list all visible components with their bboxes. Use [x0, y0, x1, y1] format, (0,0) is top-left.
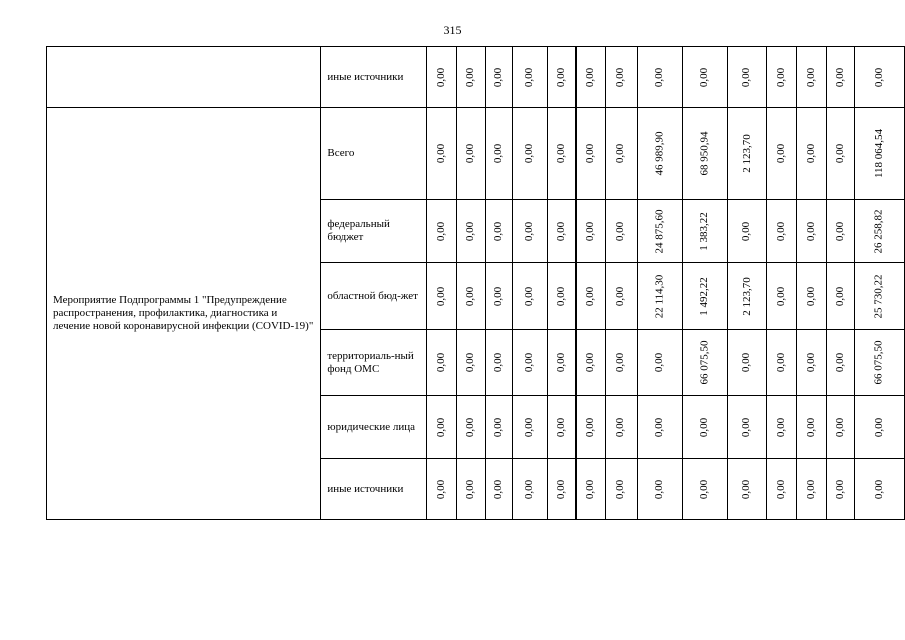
value-cell	[797, 263, 826, 330]
value-text: 0,00	[740, 352, 753, 373]
value-cell	[547, 459, 575, 520]
value-cell	[767, 459, 797, 520]
value-text: 0,00	[554, 417, 567, 437]
value-text: 0,00	[584, 352, 597, 373]
value-cell	[854, 47, 904, 108]
value-text: 22 114,30	[653, 274, 666, 318]
value-text: 0,00	[833, 67, 846, 87]
value-text: 0,00	[584, 221, 597, 241]
value-cell	[485, 459, 512, 520]
value-cell	[513, 200, 548, 263]
value-cell	[547, 47, 575, 108]
value-text: 0,00	[523, 221, 536, 241]
activity-name: Мероприятие Подпрограммы 1 "Предупреждение распространения, профилактика, диагностика и лечение новой коронавирусной инфекции (COVID-19)"	[47, 108, 321, 520]
value-cell	[797, 459, 826, 520]
value-cell	[826, 108, 854, 200]
value-cell	[485, 396, 512, 459]
activity-cell-empty	[47, 47, 321, 108]
value-cell	[605, 47, 637, 108]
value-cell	[797, 200, 826, 263]
value-text: 0,00	[804, 221, 817, 241]
value-text: 0,00	[523, 479, 536, 499]
value-cell	[637, 330, 682, 396]
value-cell	[767, 200, 797, 263]
value-cell	[457, 396, 485, 459]
value-cell	[513, 396, 548, 459]
value-cell	[457, 200, 485, 263]
value-text: 26 258,82	[872, 209, 885, 253]
value-text: 46 989,90	[653, 131, 666, 176]
value-cell	[485, 330, 512, 396]
value-cell	[797, 396, 826, 459]
value-cell	[767, 330, 797, 396]
value-text: 0,00	[614, 479, 627, 499]
value-cell	[513, 108, 548, 200]
value-cell	[727, 200, 767, 263]
value-text: 0,00	[492, 67, 505, 87]
value-cell	[605, 330, 637, 396]
value-text: 0,00	[653, 479, 666, 499]
value-cell	[797, 330, 826, 396]
value-cell	[727, 396, 767, 459]
value-text: 0,00	[872, 479, 885, 499]
value-cell	[637, 263, 682, 330]
value-text: 0,00	[804, 417, 817, 437]
value-cell	[727, 108, 767, 200]
value-text: 0,00	[775, 67, 788, 87]
value-cell	[576, 263, 605, 330]
value-cell	[485, 263, 512, 330]
value-text: 0,00	[492, 417, 505, 437]
funding-source: территориаль-ный фонд ОМС	[321, 330, 427, 396]
value-text: 0,00	[584, 67, 597, 87]
value-cell	[854, 330, 904, 396]
value-text: 0,00	[492, 143, 505, 164]
value-text: 0,00	[804, 286, 817, 306]
value-cell	[727, 47, 767, 108]
value-text: 0,00	[554, 67, 567, 87]
value-cell	[727, 263, 767, 330]
value-cell	[576, 396, 605, 459]
value-cell	[427, 263, 457, 330]
value-cell	[826, 459, 854, 520]
value-cell	[797, 108, 826, 200]
value-cell	[605, 459, 637, 520]
value-text: 0,00	[833, 479, 846, 499]
funding-source: областной бюд-жет	[321, 263, 427, 330]
value-cell	[547, 200, 575, 263]
value-text: 0,00	[435, 352, 448, 373]
value-text: 118 064,54	[872, 128, 885, 179]
value-text: 0,00	[833, 352, 846, 373]
value-cell	[682, 330, 727, 396]
value-text: 0,00	[804, 479, 817, 499]
value-cell	[576, 200, 605, 263]
table-row	[47, 108, 905, 200]
value-text: 0,00	[804, 352, 817, 373]
value-text: 0,00	[775, 352, 788, 373]
value-text: 2 123,70	[740, 134, 753, 173]
value-cell	[727, 459, 767, 520]
funding-source: юридические лица	[321, 396, 427, 459]
value-text: 0,00	[833, 143, 846, 164]
value-text: 0,00	[492, 286, 505, 306]
value-cell	[547, 396, 575, 459]
value-cell	[682, 459, 727, 520]
value-cell	[767, 396, 797, 459]
value-cell	[727, 330, 767, 396]
table-row	[47, 47, 905, 108]
value-cell	[854, 200, 904, 263]
value-text: 0,00	[554, 352, 567, 373]
value-cell	[826, 200, 854, 263]
value-text: 1 492,22	[698, 276, 711, 316]
value-cell	[854, 396, 904, 459]
value-text: 0,00	[435, 221, 448, 241]
value-text: 0,00	[614, 417, 627, 437]
funding-source: иные источники	[321, 459, 427, 520]
value-text: 0,00	[464, 352, 477, 373]
value-cell	[767, 263, 797, 330]
value-text: 0,00	[775, 221, 788, 241]
value-cell	[513, 330, 548, 396]
value-cell	[457, 47, 485, 108]
value-cell	[605, 108, 637, 200]
value-text: 0,00	[833, 286, 846, 306]
value-cell	[682, 47, 727, 108]
value-cell	[576, 108, 605, 200]
value-text: 0,00	[523, 352, 536, 373]
value-cell	[485, 47, 512, 108]
value-text: 0,00	[804, 67, 817, 87]
value-text: 0,00	[653, 67, 666, 87]
value-text: 0,00	[614, 286, 627, 306]
value-text: 0,00	[554, 479, 567, 499]
value-cell	[576, 47, 605, 108]
value-text: 0,00	[614, 143, 627, 164]
value-text: 25 730,22	[872, 274, 885, 318]
value-cell	[682, 396, 727, 459]
value-text: 0,00	[435, 67, 448, 87]
value-text: 0,00	[653, 417, 666, 437]
value-text: 0,00	[740, 67, 753, 87]
value-cell	[682, 263, 727, 330]
value-text: 0,00	[698, 417, 711, 437]
value-cell	[576, 459, 605, 520]
value-text: 0,00	[584, 286, 597, 306]
funding-source: иные источники	[321, 47, 427, 108]
value-cell	[427, 108, 457, 200]
value-cell	[826, 47, 854, 108]
value-cell	[427, 396, 457, 459]
value-cell	[637, 459, 682, 520]
value-cell	[767, 47, 797, 108]
value-text: 0,00	[554, 143, 567, 164]
value-cell	[427, 459, 457, 520]
value-text: 0,00	[740, 417, 753, 437]
value-text: 0,00	[464, 67, 477, 87]
value-text: 0,00	[614, 352, 627, 373]
value-cell	[457, 459, 485, 520]
value-cell	[637, 108, 682, 200]
value-text: 0,00	[492, 221, 505, 241]
value-cell	[485, 200, 512, 263]
value-text: 0,00	[492, 479, 505, 499]
value-text: 0,00	[740, 479, 753, 499]
value-cell	[605, 396, 637, 459]
value-text: 0,00	[740, 221, 753, 241]
value-text: 1 383,22	[698, 211, 711, 251]
value-cell	[682, 108, 727, 200]
value-text: 0,00	[775, 286, 788, 306]
value-text: 0,00	[492, 352, 505, 373]
funding-source: федеральный бюджет	[321, 200, 427, 263]
value-cell	[457, 263, 485, 330]
funding-source: Всего	[321, 108, 427, 200]
value-cell	[826, 263, 854, 330]
value-text: 0,00	[435, 143, 448, 164]
value-text: 0,00	[554, 286, 567, 306]
value-text: 0,00	[833, 221, 846, 241]
value-text: 0,00	[698, 479, 711, 499]
table-body	[47, 47, 905, 520]
value-text: 0,00	[584, 417, 597, 437]
value-text: 0,00	[523, 417, 536, 437]
value-cell	[547, 263, 575, 330]
value-text: 68 950,94	[698, 131, 711, 176]
value-cell	[547, 108, 575, 200]
value-cell	[637, 200, 682, 263]
value-text: 66 075,50	[698, 340, 711, 385]
value-text: 0,00	[804, 143, 817, 164]
value-text: 0,00	[775, 143, 788, 164]
value-text: 0,00	[833, 417, 846, 437]
value-text: 2 123,70	[740, 276, 753, 316]
value-text: 0,00	[464, 479, 477, 499]
value-cell	[637, 396, 682, 459]
value-text: 0,00	[464, 143, 477, 164]
value-text: 0,00	[435, 479, 448, 499]
value-text: 24 875,60	[653, 209, 666, 253]
value-text: 0,00	[584, 143, 597, 164]
value-cell	[605, 200, 637, 263]
value-text: 0,00	[584, 479, 597, 499]
value-cell	[513, 459, 548, 520]
value-text: 0,00	[698, 67, 711, 87]
value-text: 0,00	[872, 67, 885, 87]
value-text: 0,00	[554, 221, 567, 241]
value-cell	[854, 459, 904, 520]
value-text: 0,00	[464, 417, 477, 437]
value-text: 0,00	[523, 67, 536, 87]
value-text: 0,00	[464, 286, 477, 306]
value-text: 66 075,50	[872, 340, 885, 385]
value-cell	[826, 330, 854, 396]
value-cell	[682, 200, 727, 263]
value-text: 0,00	[653, 352, 666, 373]
value-cell	[854, 108, 904, 200]
value-cell	[513, 263, 548, 330]
value-text: 0,00	[775, 417, 788, 437]
value-cell	[854, 263, 904, 330]
value-cell	[427, 47, 457, 108]
value-cell	[797, 47, 826, 108]
value-cell	[427, 200, 457, 263]
value-text: 0,00	[872, 417, 885, 437]
value-cell	[427, 330, 457, 396]
value-text: 0,00	[614, 221, 627, 241]
value-cell	[547, 330, 575, 396]
budget-table	[46, 46, 905, 520]
value-cell	[767, 108, 797, 200]
page-number: 315	[443, 23, 462, 37]
value-cell	[485, 108, 512, 200]
value-cell	[576, 330, 605, 396]
value-text: 0,00	[523, 286, 536, 306]
value-cell	[457, 108, 485, 200]
value-text: 0,00	[435, 286, 448, 306]
value-text: 0,00	[435, 417, 448, 437]
value-text: 0,00	[614, 67, 627, 87]
value-text: 0,00	[464, 221, 477, 241]
value-cell	[637, 47, 682, 108]
value-cell	[457, 330, 485, 396]
value-cell	[826, 396, 854, 459]
value-cell	[513, 47, 548, 108]
value-cell	[605, 263, 637, 330]
value-text: 0,00	[523, 143, 536, 164]
value-text: 0,00	[775, 479, 788, 499]
